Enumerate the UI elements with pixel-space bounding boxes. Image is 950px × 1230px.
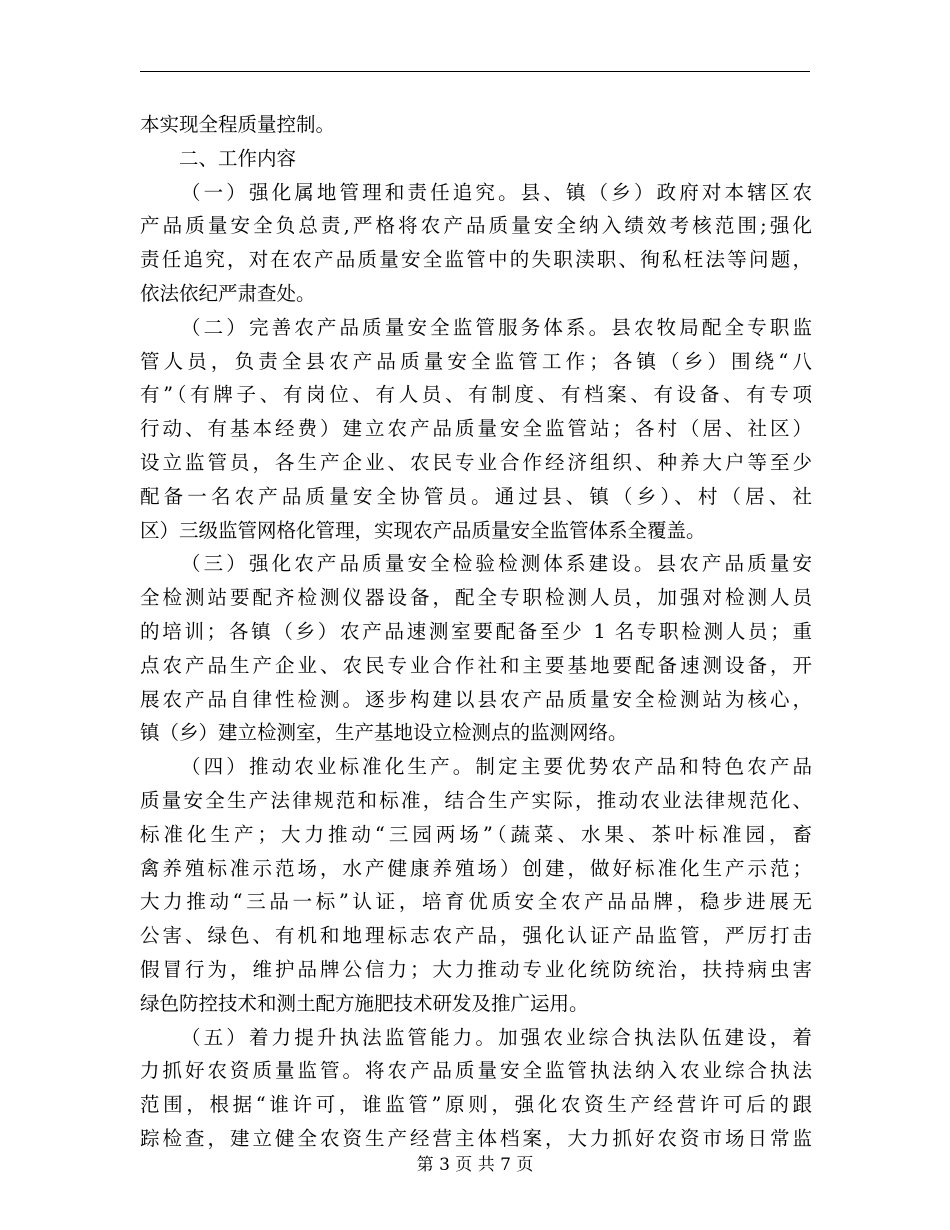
document-body xyxy=(140,108,812,1156)
text-line: 标准化生产；大力推动“三园两场”（蔬菜、水果、茶叶标准园，畜 xyxy=(140,822,812,846)
text-line: 禽养殖标准示范场，水产健康养殖场）创建，做好标准化生产示范； xyxy=(140,856,812,880)
text-line: 假冒行为，维护品牌公信力；大力推动专业化统防统治，扶持病虫害 xyxy=(140,957,812,981)
page-number: 第 3 页 共 7 页 xyxy=(416,1155,534,1175)
text-line: 行动、有基本经费）建立农产品质量安全监管站；各村（居、社区） xyxy=(140,417,812,441)
text-line: 踪检查，建立健全农资生产经营主体档案，大力抓好农资市场日常监 xyxy=(140,1126,812,1150)
text-line: 依法依纪严肃查处。 xyxy=(140,281,316,305)
text-line: 点农产品生产企业、农民专业合作社和主要基地要配备速测设备，开 xyxy=(140,653,812,677)
text-line: 力抓好农资质量监管。将农产品质量安全监管执法纳入农业综合执法 xyxy=(140,1059,812,1083)
text-line: 设立监管员，各生产企业、农民专业合作经济组织、种养大户等至少 xyxy=(140,450,812,474)
text-line: 绿色防控技术和测土配方施肥技术研发及推广运用。 xyxy=(140,991,589,1015)
text-line: 的培训；各镇（乡）农产品速测室要配备至少 1 名专职检测人员；重 xyxy=(140,619,812,643)
text-line: 镇（乡）建立检测室，生产基地设立检测点的监测网络。 xyxy=(140,721,628,745)
paragraph-start-line: （三）强化农产品质量安全检验检测体系建设。县农产品质量安 xyxy=(181,552,812,576)
paragraph-start-line: （一）强化属地管理和责任追究。县、镇（乡）政府对本辖区农 xyxy=(181,180,812,204)
text-line: 本实现全程质量控制。 xyxy=(140,113,336,136)
text-line: 责任追究，对在农产品质量安全监管中的失职渎职、徇私枉法等问题， xyxy=(140,248,812,272)
text-line: 质量安全生产法律规范和标准，结合生产实际，推动农业法律规范化、 xyxy=(140,788,812,812)
text-line: 区）三级监管网格化管理，实现农产品质量安全监管体系全覆盖。 xyxy=(140,518,706,542)
text-line: 有”（有牌子、有岗位、有人员、有制度、有档案、有设备、有专项 xyxy=(140,383,812,407)
text-line: 配备一名农产品质量安全协管员。通过县、镇（乡）、村（居、社 xyxy=(140,484,812,508)
text-line: 全检测站要配齐检测仪器设备，配全专职检测人员，加强对检测人员 xyxy=(140,586,812,610)
text-line: 产品质量安全负总责,严格将农产品质量安全纳入绩效考核范围;强化 xyxy=(140,214,812,238)
paragraph-start-line: （四）推动农业标准化生产。制定主要优势农产品和特色农产品 xyxy=(181,755,812,779)
text-line: 范围，根据“谁许可，谁监管”原则，强化农资生产经营许可后的跟 xyxy=(140,1093,812,1117)
text-line: 展农产品自律性检测。逐步构建以县农产品质量安全检测站为核心， xyxy=(140,687,812,711)
paragraph-start-line: （二）完善农产品质量安全监管服务体系。县农牧局配全专职监 xyxy=(181,315,812,339)
text-line: 大力推动“三品一标”认证，培育优质安全农产品品牌，稳步进展无 xyxy=(140,890,812,914)
section-heading: 二、工作内容 xyxy=(179,146,297,170)
text-line: 公害、绿色、有机和地理标志农产品，强化认证产品监管，严厉打击 xyxy=(140,924,812,948)
text-line: 管人员，负责全县农产品质量安全监管工作；各镇（乡）围绕“八 xyxy=(140,349,812,373)
header-rule xyxy=(140,71,810,72)
paragraph-start-line: （五）着力提升执法监管能力。加强农业综合执法队伍建设，着 xyxy=(181,1025,812,1049)
